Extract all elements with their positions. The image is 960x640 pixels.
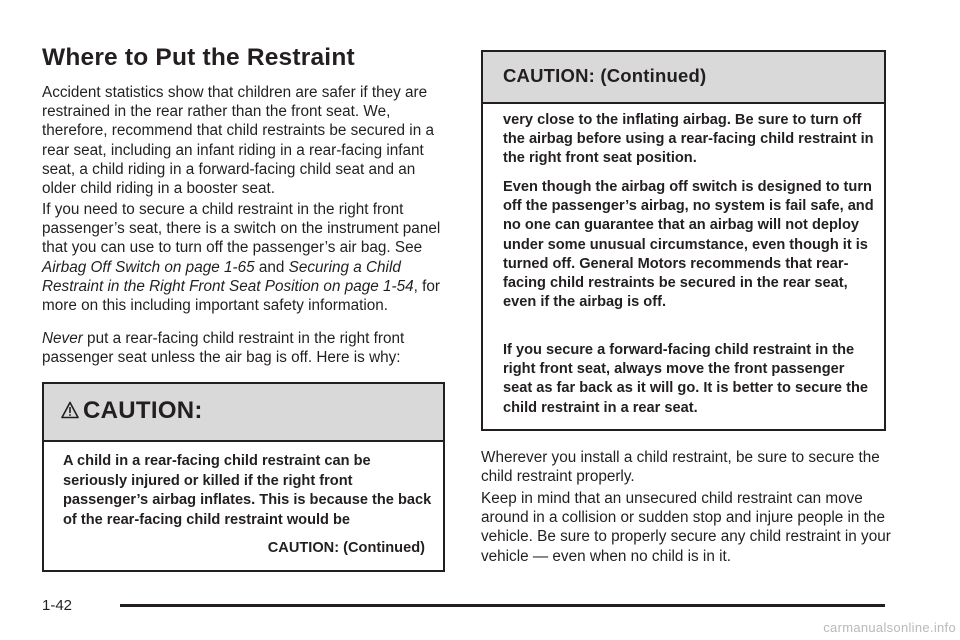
paragraph-airbag-join: and xyxy=(254,258,289,276)
caution-body: A child in a rear-facing child restraint can be seriously injured or killed if the right front passenger’s airbag inflates. This is because the back of the rear-facing child restraint would be xyxy=(63,453,432,528)
paragraph-airbag-outro: , for more on this including important safety information. xyxy=(42,277,440,315)
caution-continued-box xyxy=(481,50,886,431)
watermark: carmanualsonline.info xyxy=(823,620,956,635)
caution-continued-p3: If you secure a forward-facing child restraint in the right front seat, always move the front passenger seat as far back as it will go. It is better to secure the child restraint in a rear seat. xyxy=(503,342,868,416)
caution-box xyxy=(42,382,445,572)
paragraph-airbag-switch xyxy=(42,200,450,315)
paragraph-airbag-intro: If you need to secure a child restraint in the right front passenger’s seat, there is a switch on the instrument panel that you can use to turn off the passenger’s air bag. See xyxy=(42,201,441,257)
caution-continued-title: CAUTION: (Continued) xyxy=(503,65,707,86)
page-heading: Where to Put the Restraint xyxy=(42,44,355,71)
paragraph-never xyxy=(42,329,450,367)
caution-continued-p2: Even though the airbag off switch is designed to turn off the passenger’s airbag, no system is fail safe, and no one can guarantee that an airbag will not deploy under some unusual circumstance, even though it is turned off. General Motors recommends that rear-facing child restraints be secured in the rear seat, even if the airbag is off. xyxy=(503,179,874,311)
page-number: 1-42 xyxy=(42,597,73,614)
warning-triangle-icon xyxy=(61,401,79,419)
paragraph-never-text: put a rear-facing child restraint in the right front passenger seat unless the air bag is off. Here is why: xyxy=(42,330,405,367)
caution-title: CAUTION: xyxy=(83,397,203,424)
footer-rule xyxy=(120,604,885,607)
paragraph-install-properly: Wherever you install a child restraint, be sure to secure the child restraint properly. xyxy=(481,449,880,486)
paragraph-child-safety: Accident statistics show that children are safer if they are restrained in the rear rather than the front seat. We, therefore, recommend that child restraints be secured in a rear seat, including an infant riding in a rear-facing infant seat, a child riding in a forward-facing child seat and an older child riding in a booster seat. xyxy=(42,84,434,198)
reference-airbag-off-switch: Airbag Off Switch on page 1-65 xyxy=(42,258,255,276)
never-emphasis: Never xyxy=(42,330,83,347)
paragraph-unsecured-restraint: Keep in mind that an unsecured child restraint can move around in a collision or sudden stop and injure people in the vehicle. Be sure to properly secure any child restraint in your vehicle — even when no child is in it. xyxy=(481,490,891,565)
caution-continued-label: CAUTION: (Continued) xyxy=(267,540,425,556)
reference-securing-child-restraint: Securing a Child Restraint in the Right Front Seat Position on page 1-54 xyxy=(42,258,414,295)
caution-continued-header xyxy=(483,52,884,104)
caution-continued-p1: very close to the inflating airbag. Be sure to turn off the airbag before using a rear-facing child restraint in the right front seat position. xyxy=(503,112,874,167)
caution-header xyxy=(44,384,443,442)
